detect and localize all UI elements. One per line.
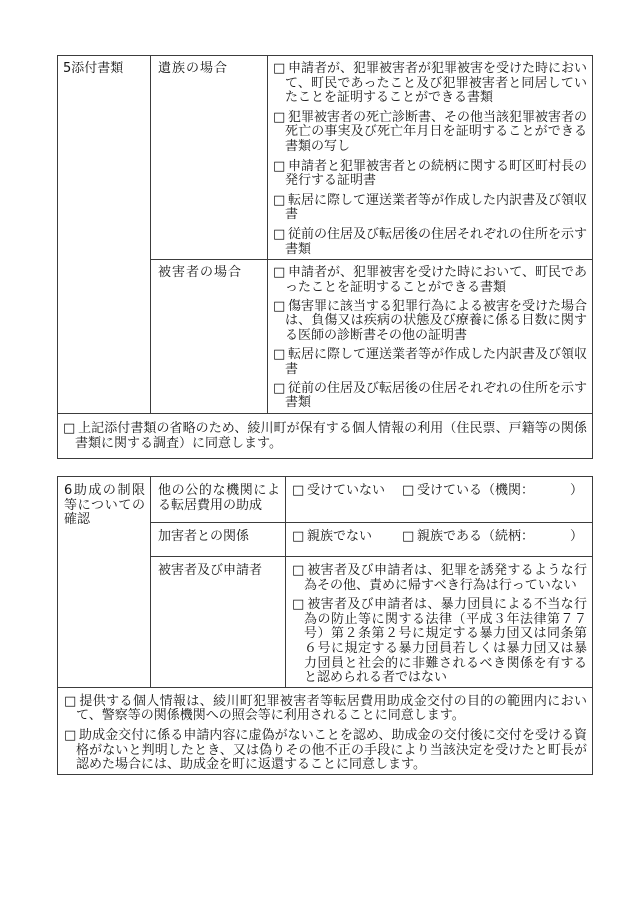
restrictions-consent-row — [58, 687, 593, 774]
attachments-consent-text: 上記添付書類の省略のため、綾川町が保有する個人情報の利用（住民票、戸籍等の関係書類に関する調査）に同意します。 — [75, 420, 587, 451]
restrictions-consent-cell — [58, 687, 593, 774]
victim-doc-text-4: 従前の住居及び転居後の住居それぞれの住所を示す書類 — [285, 380, 588, 411]
checkbox[interactable]: □ — [273, 380, 286, 396]
checkbox[interactable]: □ — [273, 265, 286, 281]
checkbox[interactable]: □ — [402, 529, 415, 544]
restrictions-heading-cell — [58, 477, 151, 688]
victim-documents-cell — [268, 260, 593, 414]
checkbox[interactable]: □ — [292, 483, 305, 498]
victim-label: 被害者の場合 — [158, 265, 243, 281]
other-subsidy-options-cell — [286, 477, 593, 523]
other-subsidy-row — [58, 477, 593, 523]
checkbox[interactable]: □ — [292, 597, 305, 613]
option-received[interactable] — [402, 484, 583, 499]
option-not-received-label: 受けていない — [307, 483, 386, 498]
victim-doc-text-1: 申請者が、犯罪被害を受けた時において、町民であったことを証明することができる書類 — [285, 265, 587, 295]
declaration-item-1[interactable] — [292, 564, 587, 593]
attachments-consent-row — [58, 413, 593, 458]
checkbox[interactable]: □ — [402, 483, 415, 498]
consent-text-1: 提供する個人情報は、綾川町犯罪被害者等転居費用助成金交付の目的の範囲内において、警察等の関係機関への照会等に利用されることに同意します。 — [76, 693, 587, 724]
other-subsidy-label-cell — [151, 477, 286, 523]
checkbox[interactable]: □ — [273, 158, 286, 174]
consent-item-1[interactable] — [64, 695, 587, 724]
option-relative[interactable] — [402, 530, 583, 545]
bereaved-label-cell — [151, 56, 268, 260]
checkbox[interactable]: □ — [273, 298, 286, 314]
consent-text-2: 助成金交付に係る申請内容に虚偽がないことを認め、助成金の交付後に交付を受ける資格がないと判明したとき、又は偽りその他不正の手段により当該決定を受けたと町長が認めた場合には、助成金を町に返還することに同意します。 — [76, 727, 587, 773]
bereaved-doc-item-5[interactable] — [273, 228, 587, 257]
institution-input[interactable] — [534, 485, 570, 497]
attachments-table — [57, 55, 593, 459]
victim-label-cell — [151, 260, 268, 414]
declarations-cell — [286, 557, 593, 688]
other-subsidy-label: 他の公的な機関による転居費用の助成 — [158, 483, 280, 513]
relationship-input[interactable] — [534, 531, 570, 543]
attachments-consent-item[interactable] — [63, 422, 587, 451]
declaration-item-2[interactable] — [292, 598, 587, 686]
declarations-label: 被害者及び申請者 — [158, 563, 263, 578]
bereaved-doc-text-4: 転居に際して運送業者等が作成した内訳書及び領収書 — [285, 192, 588, 223]
option-not-received[interactable] — [292, 484, 402, 499]
option-not-relative[interactable] — [292, 530, 402, 545]
bereaved-documents-cell — [268, 56, 593, 260]
checkbox[interactable]: □ — [273, 109, 286, 125]
checkbox[interactable]: □ — [273, 226, 286, 242]
declaration-text-1: 被害者及び申請者は、犯罪を誘発するような行為その他、責めに帰すべき行為は行っていない — [304, 563, 587, 593]
victim-doc-item-3[interactable] — [273, 348, 587, 377]
victim-doc-item-2[interactable] — [273, 300, 587, 344]
checkbox[interactable]: □ — [64, 727, 77, 743]
checkbox[interactable]: □ — [273, 61, 286, 76]
option-not-relative-label: 親族でない — [307, 529, 373, 544]
option-relative-label: 親族である（続柄： — [417, 529, 535, 544]
relation-label: 加害者との関係 — [158, 529, 250, 544]
restrictions-table — [57, 476, 593, 775]
victim-doc-item-1[interactable] — [273, 266, 587, 295]
checkbox[interactable]: □ — [273, 347, 286, 363]
option-received-close: ） — [570, 483, 584, 498]
checkbox[interactable]: □ — [292, 529, 305, 544]
consent-item-2[interactable] — [64, 729, 587, 773]
checkbox[interactable]: □ — [273, 192, 286, 208]
option-received-label: 受けている（機関： — [417, 483, 535, 498]
bereaved-doc-item-3[interactable] — [273, 160, 587, 189]
relation-label-cell — [151, 523, 286, 557]
option-relative-close: ） — [570, 529, 584, 544]
relation-options-cell — [286, 523, 593, 557]
checkbox[interactable]: □ — [292, 563, 305, 578]
bereaved-doc-item-4[interactable] — [273, 194, 587, 223]
declarations-label-cell — [151, 557, 286, 688]
bereaved-row — [58, 56, 593, 260]
bereaved-doc-item-1[interactable] — [273, 62, 587, 106]
checkbox[interactable]: □ — [64, 693, 77, 709]
victim-doc-text-2: 傷害罪に該当する犯罪行為による被害を受けた場合は、負傷又は疾病の状態及び療養に係る日数に関する医師の診断書その他の証明書 — [285, 298, 588, 343]
attachments-heading: 5添付書類 — [63, 61, 124, 76]
victim-doc-text-3: 転居に際して運送業者等が作成した内訳書及び領収書 — [285, 347, 588, 377]
checkbox[interactable]: □ — [63, 420, 76, 436]
restrictions-heading: 6助成の制限等についての確認 — [64, 483, 145, 528]
bereaved-doc-text-1: 申請者が、犯罪被害者が犯罪被害を受けた時において、町民であったこと及び犯罪被害者と同居していたことを証明することができる書類 — [285, 61, 588, 106]
bereaved-doc-item-2[interactable] — [273, 111, 587, 155]
attachments-heading-cell — [58, 56, 151, 414]
bereaved-label: 遺族の場合 — [158, 61, 229, 76]
bereaved-doc-text-2: 犯罪被害者の死亡診断書、その他当該犯罪被害者の死亡の事実及び死亡年月日を証明することができる書類の写し — [285, 109, 588, 154]
declaration-text-2: 被害者及び申請者は、暴力団員による不当な行為の防止等に関する法律（平成３年法律第７７号）第２条第２号に規定する暴力団又は同条第６号に規定する暴力団員若しくは暴力団又は暴力団員と社会的に非難されるべき関係を有すると認められる者ではない — [304, 597, 587, 686]
bereaved-doc-text-5: 従前の住居及び転居後の住居それぞれの住所を示す書類 — [285, 226, 588, 257]
bereaved-doc-text-3: 申請者と犯罪被害者との続柄に関する町区町村長の発行する証明書 — [285, 158, 588, 189]
victim-doc-item-4[interactable] — [273, 382, 587, 411]
attachments-consent-cell — [58, 413, 593, 458]
